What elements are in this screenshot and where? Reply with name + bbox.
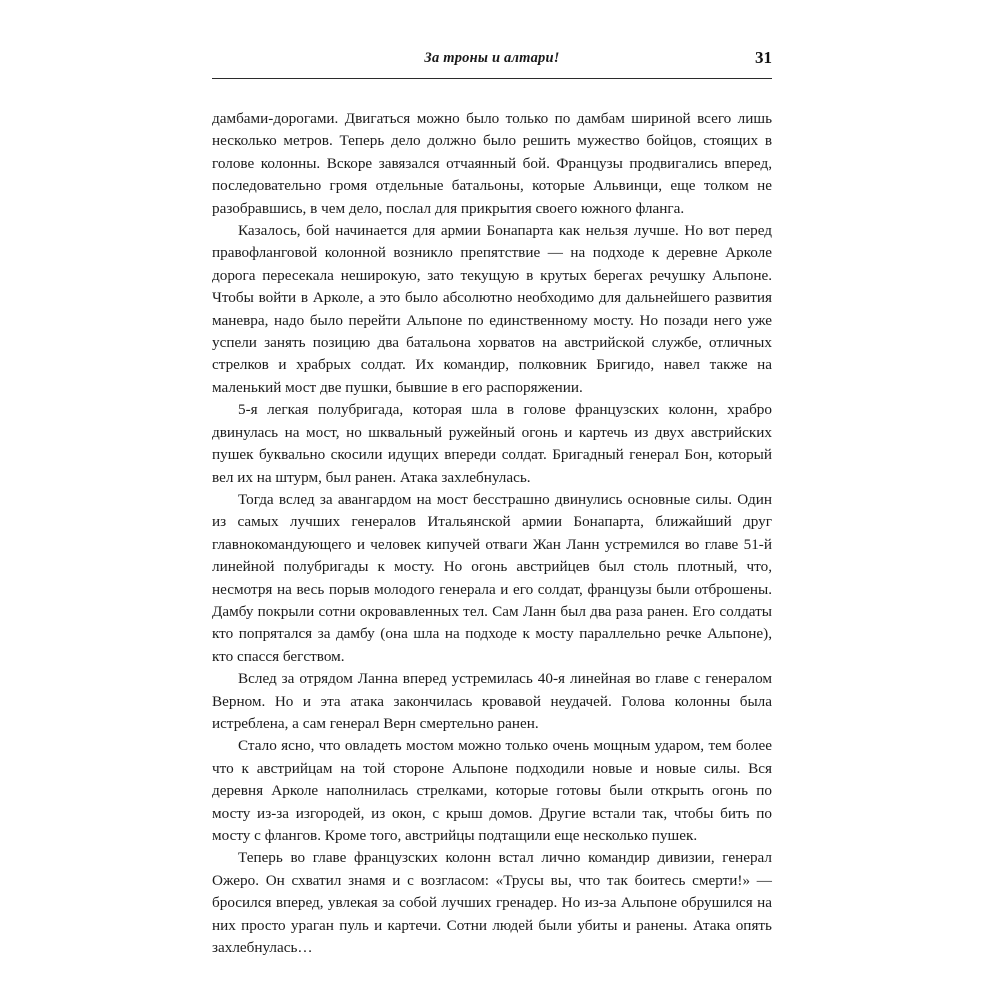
paragraph: Казалось, бой начинается для армии Бонапарта как нельзя лучше. Но вот перед правофланговой колонной возникло препятствие — на подходе к деревне Арколе дорога пересекала неширокую, зато текущую в крутых берегах речушку Альпоне. Чтобы войти в Арколе, а это было абсолютно необходимо для дальнейшего развития маневра, надо было перейти Альпоне по единственному мосту. Но позади него уже успели занять позицию два батальона хорватов на австрийской службе, отличных стрелков и храбрых солдат. Их командир, полковник Бригидо, навел также на маленький мост две пушки, бывшие в его распоряжении. (212, 222, 772, 396)
paragraph: Стало ясно, что овладеть мостом можно только очень мощным ударом, тем более что к австрийцам на той стороне Альпоне подходили новые и новые силы. Вся деревня Арколе наполнилась стрелками, которые готовы были открыть огонь по мосту из-за изгородей, из окон, с крыш домов. Другие встали так, чтобы бить по мосту с флангов. Кроме того, австрийцы подтащили еще несколько пушек. (212, 737, 772, 844)
paragraph: Теперь во главе французских колонн встал лично командир дивизии, генерал Ожеро. Он схватил знамя и с возгласом: «Трусы вы, что так боитесь смерти!» — бросился вперед, увлекая за собой лучших гренадер. Но из-за Альпоне обрушился на них просто ураган пуль и картечи. Сотни людей были убиты и ранены. Атака опять захлебнулась… (212, 849, 772, 957)
header-divider (212, 78, 772, 79)
paragraph: 5-я легкая полубригада, которая шла в голове французских колонн, храбро двинулась на мост, но шквальный ружейный огонь и картечь из двух австрийских пушек буквально скосили идущих впереди солдат. Бригадный генерал Бон, который вел их на штурм, был ранен. Атака захлебнулась. (212, 401, 772, 486)
body-text (212, 108, 772, 959)
paragraph: Тогда вслед за авангардом на мост бесстрашно двинулись основные силы. Один из самых лучших генералов Итальянской армии Бонапарта, ближайший друг главнокомандующего и человек кипучей отваги Жан Ланн устремился во главе 51-й линейной полубригады к мосту. Но огонь австрийцев был столь плотный, что, несмотря на весь порыв молодого генерала и его солдат, французы были отброшены. Дамбу покрыли сотни окровавленных тел. Сам Ланн был два раза ранен. Его солдаты кто попрятался за дамбу (она шла на подходе к мосту параллельно речке Альпоне), кто спасся бегством. (212, 490, 772, 665)
paragraph: дамбами-дорогами. Двигаться можно было только по дамбам шириной всего лишь несколько метров. Теперь дело должно было решить мужество бойцов, стоящих в голове колонны. Вскоре завязался отчаянный бой. Французы продвигались вперед, последовательно громя отдельные батальоны, которые Альвинци, еще толком не разобравшись, в чем дело, послал для прикрытия своего южного фланга. (212, 110, 772, 217)
page-number: 31 (755, 48, 772, 67)
paragraph: Вслед за отрядом Ланна вперед устремилась 40-я линейная во главе с генералом Верном. Но и эта атака закончилась кровавой неудачей. Голова колонны была истреблена, а сам генерал Верн смертельно ранен. (212, 670, 772, 732)
page-content-area (212, 48, 772, 959)
page-header (212, 48, 772, 82)
running-head: За троны и алтари! (424, 50, 560, 66)
